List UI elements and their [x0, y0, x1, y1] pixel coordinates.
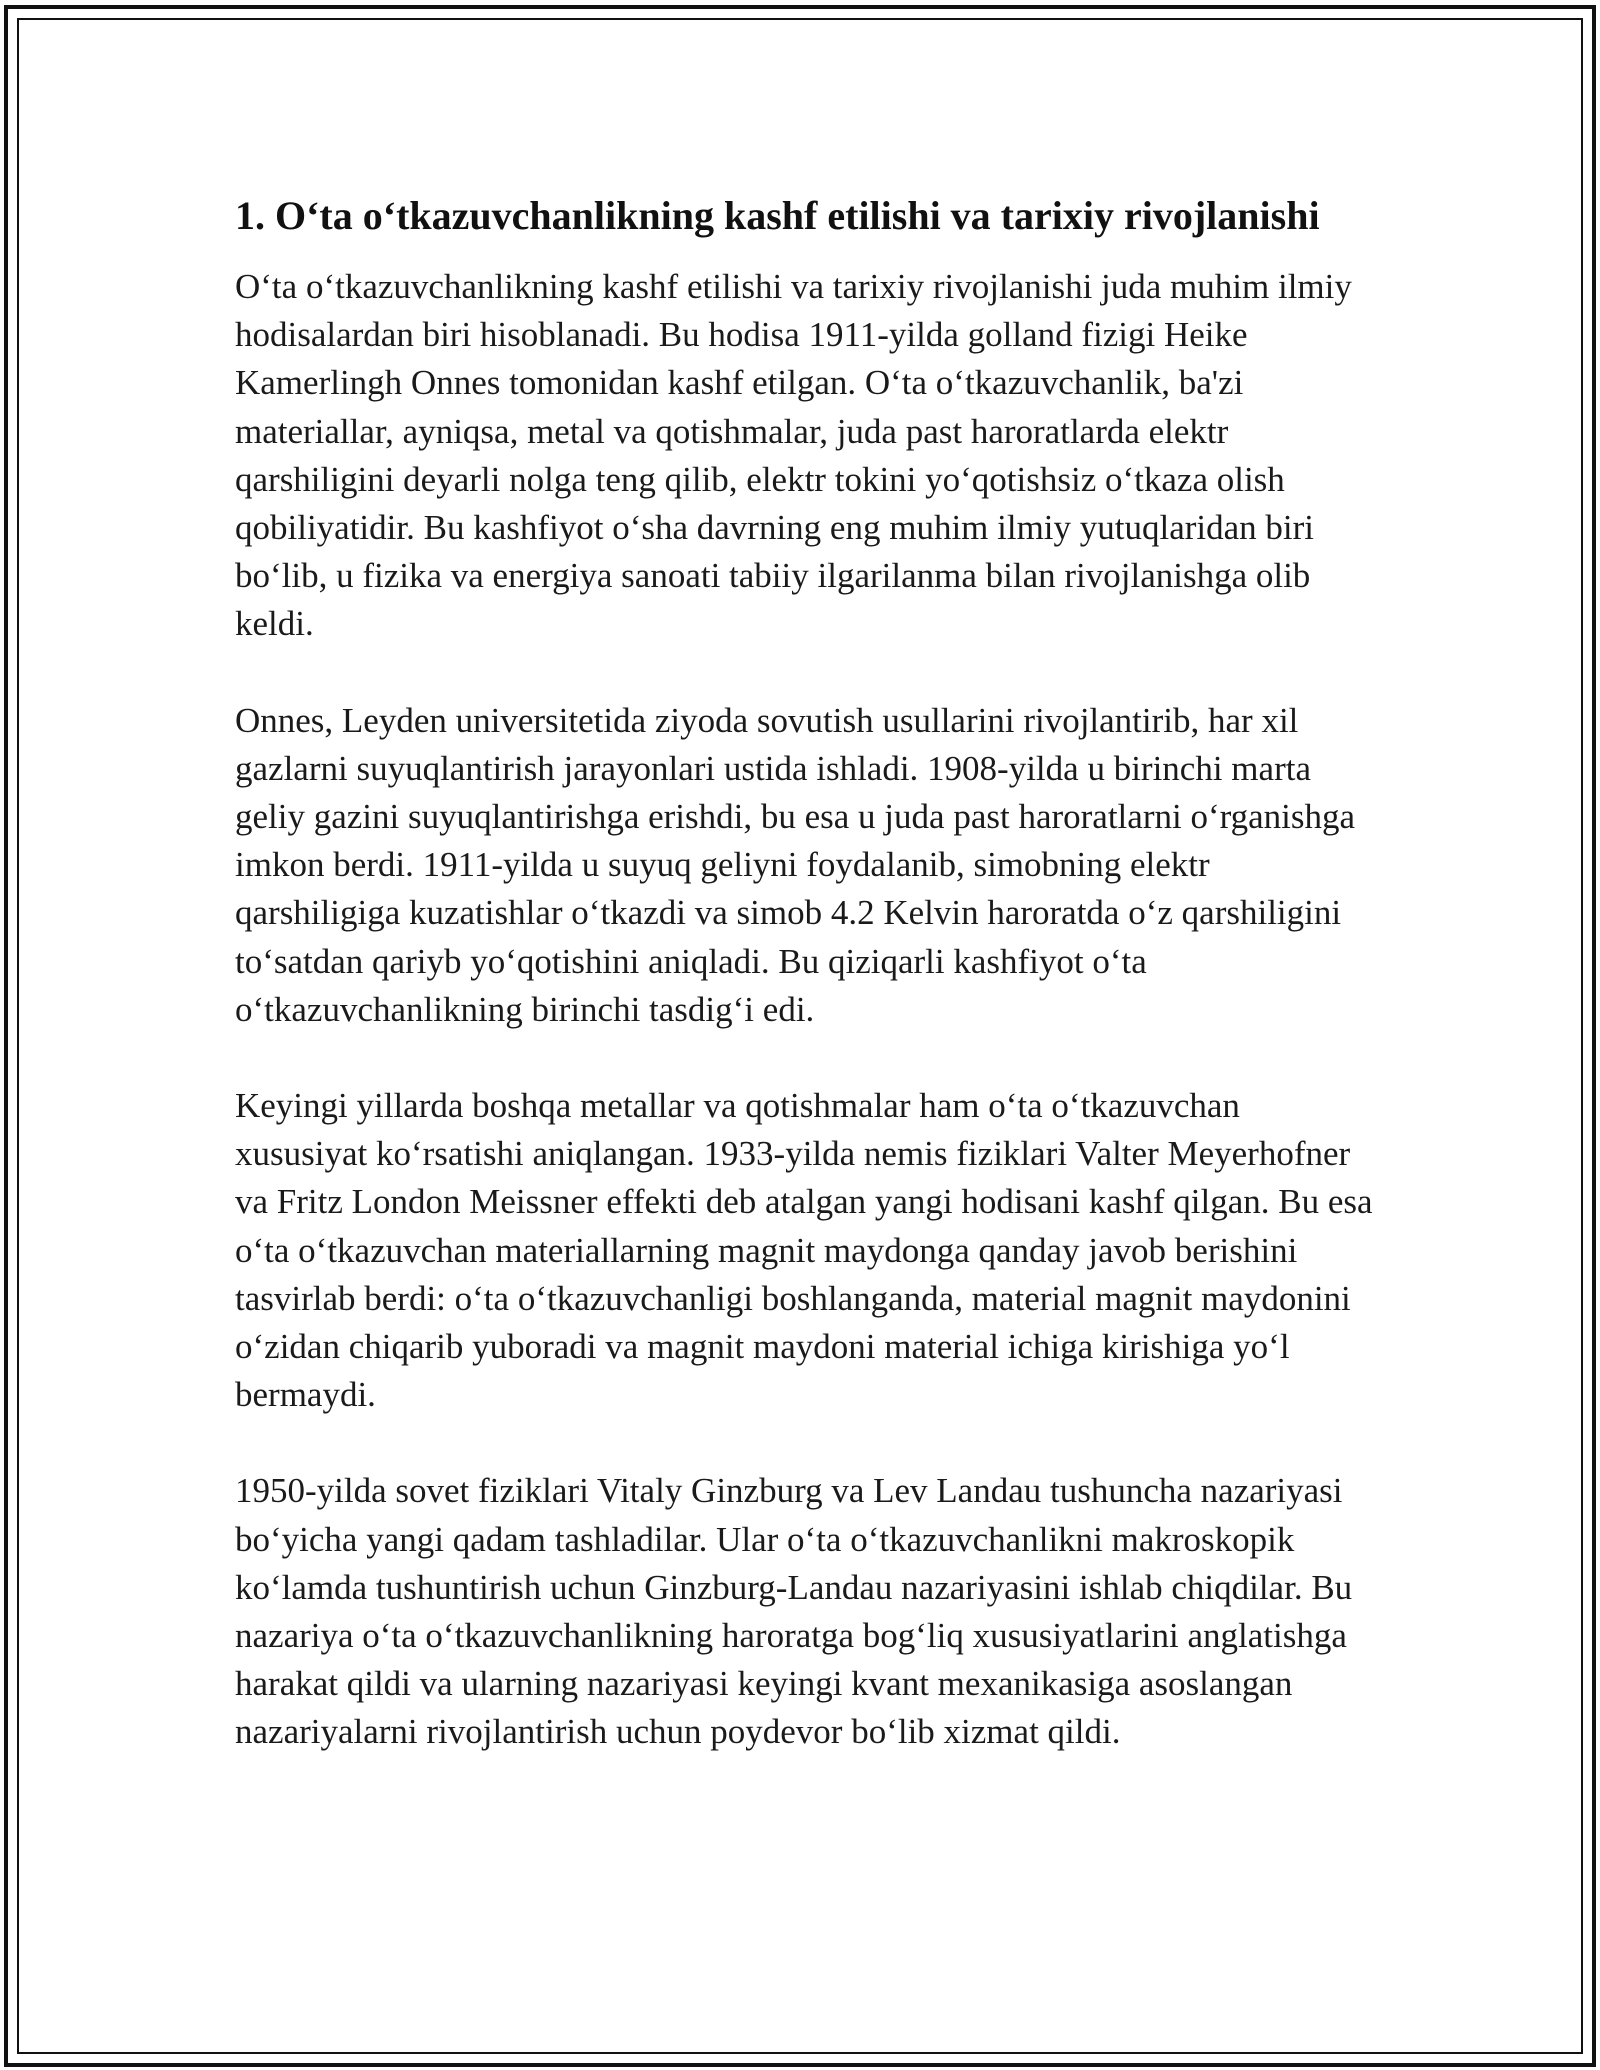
paragraph-discovery: O‘ta o‘tkazuvchanlikning kashf etilishi va tarixiy rivojlanishi juda muhim ilmiy hodisalardan biri hisoblanadi. Bu hodisa 1911-yilda golland fizigi Heike Kamerlingh Onnes tomonidan kashf etilgan. O‘ta o‘tkazuvchanlik, ba'zi materiallar, ayniqsa, metal va qotishmalar, juda past haroratlarda elektr qarshiligini deyarli nolga teng qilib, elektr tokini yo‘qotishsiz o‘tkaza olish qobiliyatidir. Bu kashfiyot o‘sha davrning eng muhim ilmiy yutuqlaridan biri bo‘lib, u fizika va energiya sanoati tabiiy ilgarilanma bilan rivojlanishga olib keldi. [235, 267, 1352, 644]
section-heading: 1. O‘ta o‘tkazuvchanlikning kashf etilishi va tarixiy rivojlanishi [235, 193, 1320, 238]
paragraph-meissner-effect: Keyingi yillarda boshqa metallar va qotishmalar ham o‘ta o‘tkazuvchan xususiyat ko‘rsatishi aniqlangan. 1933-yilda nemis fiziklari Valter Meyerhofner va Fritz London Meissner effekti deb atalgan yangi hodisani kashf qilgan. Bu esa o‘ta o‘tkazuvchan materiallarning magnit maydonga qanday javob berishini tasvirlab berdi: o‘ta o‘tkazuvchanligi boshlanganda, material magnit maydonini o‘zidan chiqarib yuboradi va magnit maydoni material ichiga kirishiga yo‘l bermaydi. [235, 1086, 1373, 1415]
paragraph-ginzburg-landau: 1950-yilda sovet fiziklari Vitaly Ginzburg va Lev Landau tushuncha nazariyasi bo‘yicha yangi qadam tashladilar. Ular o‘ta o‘tkazuvchanlikni makroskopik ko‘lamda tushuntirish uchun Ginzburg-Landau nazariyasini ishlab chiqdilar. Bu nazariya o‘ta o‘tkazuvchanlikning haroratga bog‘liq xususiyatlarini anglatishga harakat qildi va ularning nazariyasi keyingi kvant mexanikasiga asoslangan nazariyalarni rivojlantirish uchun poydevor bo‘lib xizmat qildi. [235, 1471, 1353, 1752]
document-body [235, 188, 1375, 1805]
paragraph-onnes-leiden: Onnes, Leyden universitetida ziyoda sovutish usullarini rivojlantirib, har xil gazlarni suyuqlantirish jarayonlari ustida ishladi. 1908-yilda u birinchi marta geliy gazini suyuqlantirishga erishdi, bu esa u juda past haroratlarni o‘rganishga imkon berdi. 1911-yilda u suyuq geliyni foydalanib, simobning elektr qarshiligiga kuzatishlar o‘tkazdi va simob 4.2 Kelvin haroratda o‘z qarshiligini to‘satdan qariyb yo‘qotishini aniqladi. Bu qiziqarli kashfiyot o‘ta o‘tkazuvchanlikning birinchi tasdig‘i edi. [235, 700, 1356, 1029]
